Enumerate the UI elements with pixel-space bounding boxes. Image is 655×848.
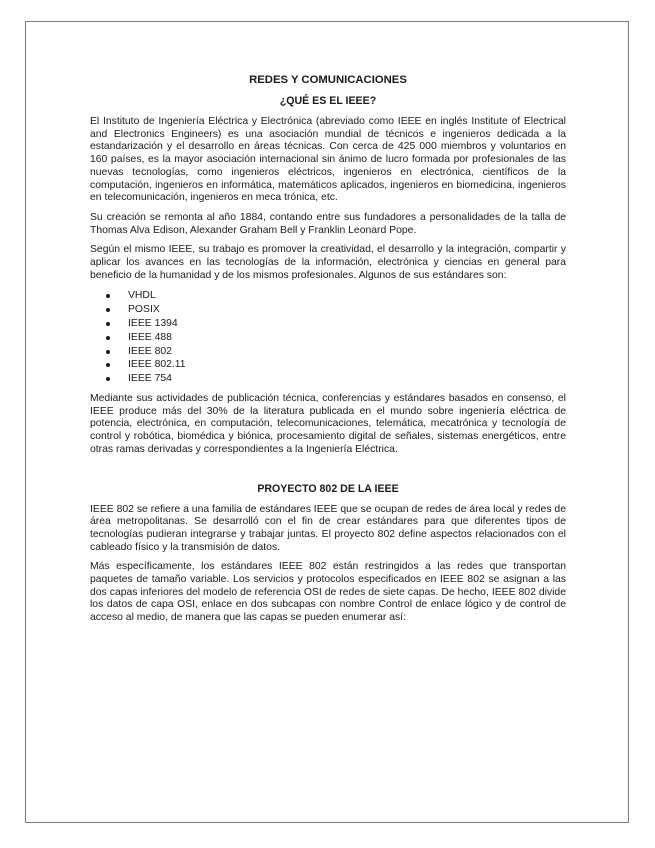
list-item: IEEE 754 [128, 372, 566, 386]
list-item: IEEE 1394 [128, 317, 566, 331]
paragraph-ieee-history: Su creación se remonta al año 1884, contando entre sus fundadores a personalidades de la talla de Thomas Alva Edison, Alexander Graham Bell y Franklin Leonard Pope. [90, 211, 566, 236]
list-item: IEEE 802 [128, 345, 566, 359]
paragraph-802-layers: Más específicamente, los estándares IEEE 802 están restringidos a las redes que transportan paquetes de tamaño variable. Los servicios y protocolos especificados en IEEE 802 se asignan a las dos capas inferiores del modelo de referencia OSI de redes de siete capas. De hecho, IEEE 802 divide los datos de capa OSI, enlace en dos subcapas con nombre Control de enlace lógico y de control de acceso al medio, de manera que las capas se pueden enumerar así: [90, 561, 566, 624]
list-item: IEEE 488 [128, 331, 566, 345]
paragraph-802-intro: IEEE 802 se refiere a una familia de estándares IEEE que se ocupan de redes de área local y redes de área metropolitanas. Se desarrolló con el fin de crear estándares para que diferentes tipos de tecnologías pudieran integrarse y trabajar juntas. El proyecto 802 define aspectos relacionados con el cableado físico y la transmisión de datos. [90, 503, 566, 553]
list-item: VHDL [128, 289, 566, 303]
document-page [25, 21, 629, 823]
paragraph-ieee-intro: El Instituto de Ingeniería Eléctrica y Electrónica (abreviado como IEEE en inglés Institute of Electrical and Electronics Engineers) es una asociación mundial de técnicos e ingenieros dedicada a la estandarización y el desarrollo en áreas técnicas. Con cerca de 425 000 miembros y voluntarios en 160 países, es la mayor asociación internacional sin ánimo de lucro formada por profesionales de las nuevas tecnologías, como ingenieros eléctricos, ingenieros en electrónica, científicos de la computación, ingenieros en informática, matemáticos aplicados, ingenieros en biomedicina, ingenieros en telecomunicación, ingenieros en meca trónica, etc. [90, 116, 566, 204]
document-title: REDES Y COMUNICACIONES [249, 74, 407, 86]
paragraph-ieee-publications: Mediante sus actividades de publicación técnica, conferencias y estándares basados en consenso, el IEEE produce más del 30% de la literatura publicada en el mundo sobre ingeniería eléctrica de potencia, electrónica, en computación, telecomunicaciones, telemática, mecatrónica y tecnología de control y robótica, biomédica y biónica, procesamiento digital de señales, sistemas energéticos, entre otras ramas derivadas y correspondientes a la Ingeniería Eléctrica. [90, 393, 566, 455]
paragraph-ieee-mission: Según el mismo IEEE, su trabajo es promover la creatividad, el desarrollo y la integración, compartir y aplicar los avances en las tecnologías de la información, electrónica y ciencias en general para beneficio de la humanidad y de los mismos profesionales. Algunos de sus estándares son: [90, 244, 566, 281]
list-item: POSIX [128, 303, 566, 317]
document-content [90, 74, 566, 632]
section-heading-802: PROYECTO 802 DE LA IEEE [257, 482, 399, 495]
standards-list [90, 289, 566, 386]
list-item: IEEE 802.11 [128, 358, 566, 372]
section-heading-ieee: ¿QUÉ ES EL IEEE? [279, 95, 377, 107]
